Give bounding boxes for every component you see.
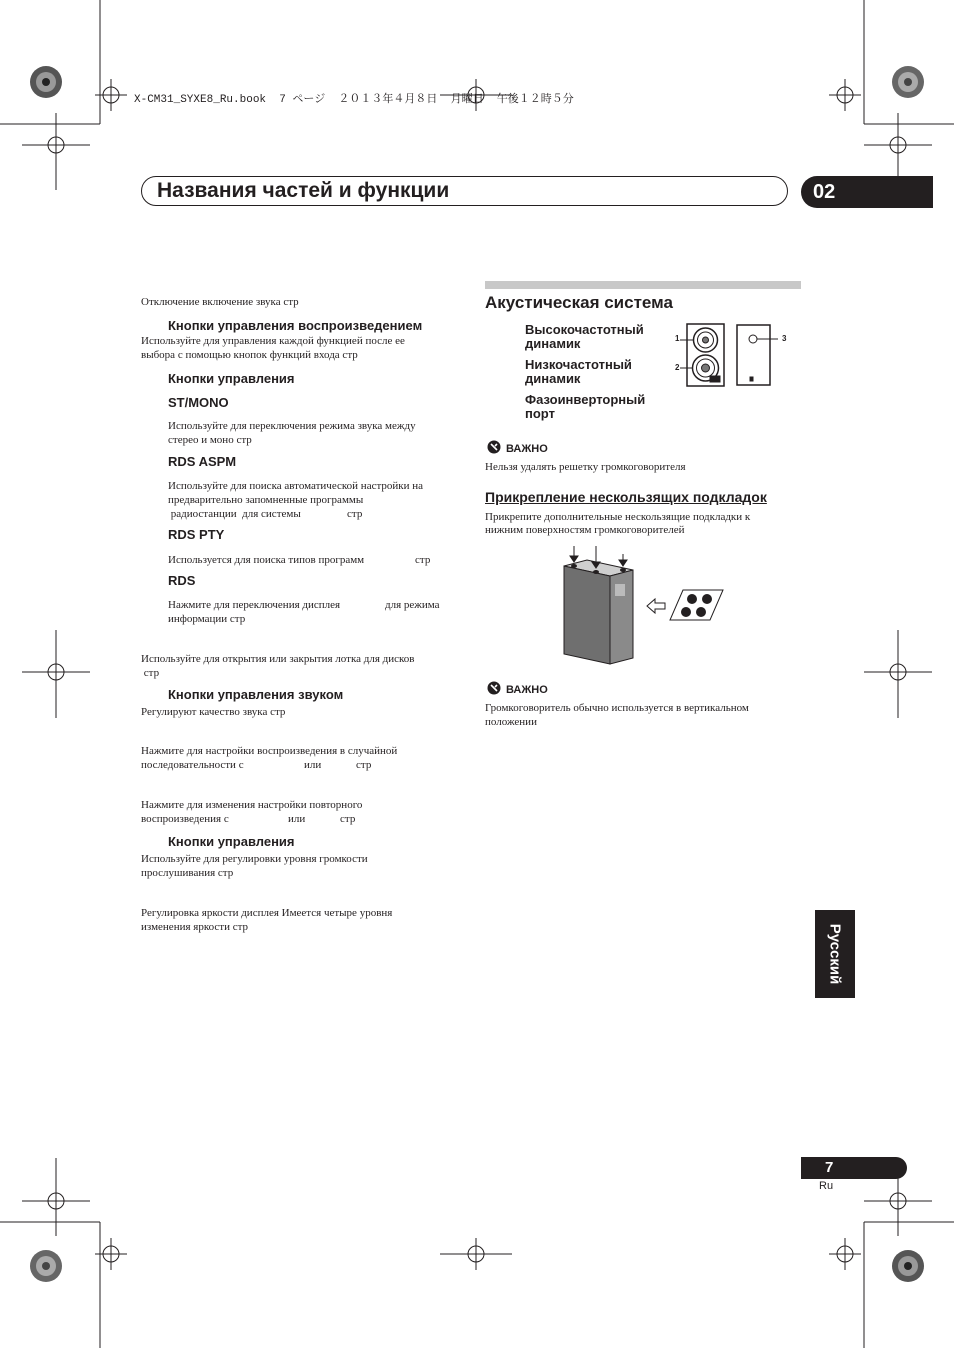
- repeat-text-2b: или: [288, 813, 306, 825]
- sound-text: Регулируют качество звука стр: [141, 706, 286, 718]
- caution-icon: [487, 681, 501, 695]
- section-rule: [485, 281, 801, 289]
- speaker-diagram: [672, 323, 792, 389]
- rdspty-text-1b: стр: [415, 554, 431, 566]
- important-2-label: ВАЖНО: [506, 684, 548, 696]
- tuner-heading: Кнопки управления: [168, 371, 295, 386]
- rdsaspm-text-3: радиостанции для системы: [168, 508, 301, 520]
- important-1-label: ВАЖНО: [506, 443, 548, 455]
- rds-text-1b: для режима: [385, 599, 440, 611]
- rdsaspm-text-3b: стр: [347, 508, 363, 520]
- playback-heading: Кнопки управления воспроизведением: [168, 318, 423, 333]
- random-text-1: Нажмите для настройки воспроизведения в случайной: [141, 745, 398, 757]
- rdsaspm-text-2: предварительно запомненные программы: [168, 494, 364, 506]
- speaker-cabinet: [564, 560, 633, 664]
- chapter-badge: 02: [801, 176, 933, 208]
- playback-text-2: выбора с помощью кнопок функций входа стр: [141, 349, 358, 361]
- pads-text-1: Прикрепите дополнительные нескользящие подкладки к: [485, 511, 751, 523]
- sound-heading: Кнопки управления звуком: [168, 687, 344, 702]
- rds-heading: RDS: [168, 573, 196, 588]
- woofer-label-1: Низкочастотный: [525, 357, 632, 372]
- page-title: Названия частей и функции: [157, 179, 450, 202]
- important-2-text-1: Громкоговоритель обычно используется в вертикальном: [485, 702, 749, 714]
- pads-text-2: нижним поверхностям громкоговорителей: [485, 524, 685, 536]
- repeat-text-2: воспроизведения с: [141, 813, 229, 825]
- pads-heading: Прикрепление нескользящих подкладок: [485, 489, 767, 505]
- dimmer-text-2: изменения яркости стр: [141, 921, 249, 933]
- tray-text-1: Используйте для открытия или закрытия лотка для дисков: [141, 653, 415, 665]
- tweeter-label-2: динамик: [525, 336, 581, 351]
- pad-sheet: [670, 590, 723, 620]
- rds-text-2: информации стр: [168, 613, 246, 625]
- port-label-2: порт: [525, 406, 555, 421]
- page-lang: Ru: [819, 1180, 834, 1192]
- tweeter-label-1: Высокочастотный: [525, 322, 644, 337]
- left-arrow-icon: [647, 599, 665, 613]
- language-tab: [815, 910, 855, 998]
- tray-text-2: стр: [141, 667, 160, 679]
- important-2: [487, 681, 548, 697]
- important-2-text-2: положении: [485, 716, 537, 728]
- star-wheel-tl: [30, 66, 62, 98]
- page-number: 7: [801, 1157, 907, 1179]
- woofer-label-2: динамик: [525, 371, 581, 386]
- rds-text-1: Нажмите для переключения дисплея: [168, 599, 341, 611]
- speaker-front: [680, 324, 724, 386]
- stmono-text-1: Используйте для переключения режима звука между: [168, 420, 416, 432]
- stmono-heading: ST/MONO: [168, 395, 229, 410]
- pads-illustration: [555, 544, 730, 666]
- random-text-2c: стр: [356, 759, 372, 771]
- star-wheel-tr: [892, 66, 924, 98]
- rdspty-heading: RDS PTY: [168, 527, 225, 542]
- port-label-1: Фазоинверторный: [525, 392, 646, 407]
- important-1-text: Нельзя удалять решетку громкоговорителя: [485, 461, 686, 473]
- speaker-heading: Акустическая система: [485, 293, 673, 312]
- rdsaspm-heading: RDS ASPM: [168, 454, 237, 469]
- playback-text-1: Используйте для управления каждой функцией после ее: [141, 335, 405, 347]
- star-wheel-bl: [30, 1250, 62, 1282]
- important-1: [487, 440, 548, 456]
- star-wheel-br: [892, 1250, 924, 1282]
- rdsaspm-text-1: Используйте для поиска автоматической настройки на: [168, 480, 424, 492]
- mute-text: Отключение включение звука стр: [141, 296, 299, 308]
- rdspty-text-1: Используется для поиска типов программ: [168, 554, 365, 566]
- stmono-text-2: стерео и моно стр: [168, 434, 252, 446]
- volume-heading: Кнопки управления: [168, 834, 295, 849]
- random-text-2b: или: [304, 759, 322, 771]
- volume-text-1: Используйте для регулировки уровня громкости: [141, 853, 368, 865]
- repeat-text-1: Нажмите для изменения настройки повторного: [141, 799, 363, 811]
- random-text-2: последовательности с: [141, 759, 244, 771]
- print-slug: X-CM31_SYXE8_Ru.book 7 ページ ２０１３年４月８日 月曜日 午後１２時５分: [134, 94, 574, 106]
- dimmer-text-1: Регулировка яркости дисплея Имеется четыре уровня: [141, 907, 393, 919]
- callout-2: 2: [675, 363, 680, 372]
- repeat-text-2c: стр: [340, 813, 356, 825]
- callout-3: 3: [782, 334, 787, 343]
- language-tab-label: Русский: [826, 923, 844, 985]
- volume-text-2: прослушивания стр: [141, 867, 234, 879]
- callout-1: 1: [675, 334, 680, 343]
- speaker-back: [737, 325, 778, 385]
- caution-icon: [487, 440, 501, 454]
